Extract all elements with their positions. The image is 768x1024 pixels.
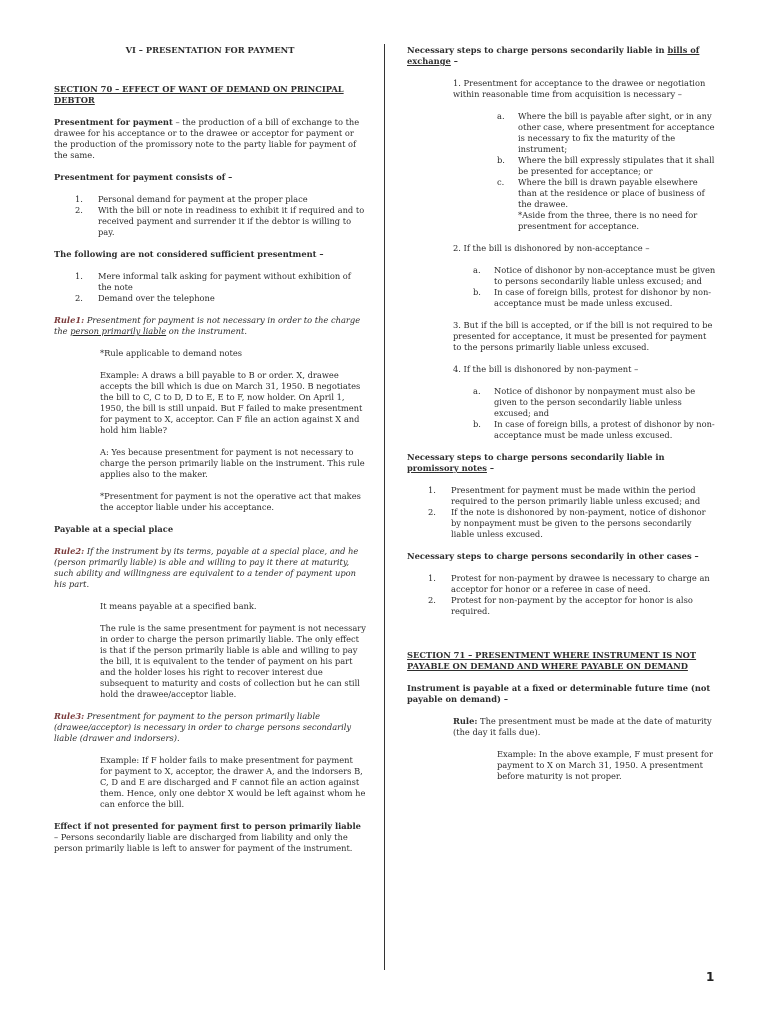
list-item: 2. If the note is dishonored by non-payment, notice of dishonor by nonpayment must be given to the persons secondarily liable unless excused. bbox=[428, 507, 706, 539]
example-3: Example: If F holder fails to make presentment for payment for payment to X, acceptor, the drawer A, and the indorsers B, C, D and E are discharged and F cannot file an action against them. Hence, only one debtor X would be left against whom he can enforce the bill. bbox=[100, 755, 366, 809]
step-4-list bbox=[407, 386, 717, 441]
page-number: 1 bbox=[706, 970, 715, 984]
step-3: 3. But if the bill is accepted, or if the bill is not required to be presented for acceptance, it must be presented for payment to the persons primarily liable unless excused. bbox=[453, 320, 713, 352]
step-4: 4. If the bill is dishonored by non-payment – bbox=[453, 364, 639, 374]
notes-list bbox=[407, 485, 717, 540]
example-final: Example: In the above example, F must present for payment to X on March 31, 1950. A presentment before maturity is not proper. bbox=[497, 749, 713, 781]
definition-term: Presentment for payment bbox=[54, 117, 173, 127]
note-1: *Presentment for payment is not the operative act that makes the acceptor liable under his acceptance. bbox=[100, 491, 361, 512]
column-divider bbox=[384, 44, 385, 970]
rule-paragraph: Rule: The presentment must be made at the date of maturity (the day it falls due). bbox=[453, 716, 712, 737]
step-2: 2. If the bill is dishonored by non-acceptance – bbox=[453, 243, 650, 253]
insufficient-heading: The following are not considered sufficient presentment – bbox=[54, 249, 324, 259]
effect-heading: Effect if not presented for payment first to person primarily liable bbox=[54, 821, 361, 831]
list-item: c. Where the bill is drawn payable elsewhere than at the residence or place of business of the drawee. bbox=[497, 177, 705, 209]
rule-3: Rule3: Presentment for payment to the person primarily liable (drawee/acceptor) is necessary in order to charge persons secondarily liable (drawer and indorsers). bbox=[54, 711, 352, 743]
list-item: b. In case of foreign bills, protest for dishonor by non-acceptance must be made unless excused. bbox=[473, 287, 712, 308]
list-item: a. Notice of dishonor by non-acceptance must be given to persons secondarily liable unless excused; and bbox=[473, 265, 716, 286]
list-item: 1. Protest for non-payment by drawee is necessary to charge an acceptor for honor or a referee in case of need. bbox=[428, 573, 710, 594]
rule-1-label: Rule1: bbox=[54, 315, 85, 325]
list-item: 1. Personal demand for payment at the proper place bbox=[75, 194, 308, 204]
list-item: 2. Demand over the telephone bbox=[75, 293, 215, 303]
rule-label: Rule: bbox=[453, 716, 478, 726]
notes-heading: Necessary steps to charge persons secondarily liable in promissory notes – bbox=[407, 452, 665, 473]
presentment-definition bbox=[54, 117, 366, 161]
step-1: 1. Presentment for acceptance to the drawee or negotiation within reasonable time from acquisition is necessary – bbox=[453, 78, 706, 99]
other-cases-heading: Necessary steps to charge persons secondarily in other cases – bbox=[407, 551, 699, 561]
example-1: Example: A draws a bill payable to B or order. X, drawee accepts the bill which is due on March 31, 1950. B negotiates the bill to C, C to D, D to E, E to F, now holder. On April 1, 1950, the bill is still unpaid. But F failed to make presentment for payment to X, acceptor. Can F file an action against X and hold him liable? bbox=[100, 370, 363, 435]
insufficient-list bbox=[54, 271, 366, 304]
rule-1: Rule1: Presentment for payment is not necessary in order to the charge the person primarily liable on the instrument. bbox=[54, 315, 361, 336]
effect-paragraph: Effect if not presented for payment first to person primarily liable – Persons secondarily liable are discharged from liability and only the person primarily liable is left to answer for payment of the instrument. bbox=[54, 821, 361, 853]
rule-1-note: *Rule applicable to demand notes bbox=[100, 348, 243, 358]
other-cases-list bbox=[407, 573, 717, 617]
consists-heading: Presentment for payment consists of – bbox=[54, 172, 233, 182]
rule-2: Rule2: If the instrument by its terms, payable at a special place, and he (person primarily liable) is able and willing to pay it there at maturity, such ability and willingness are equivalent to a tender of payment upon his part. bbox=[54, 546, 359, 589]
list-item: 1. Presentment for payment must be made within the period required to the person primarily liable unless excused; and bbox=[428, 485, 701, 506]
list-item: 2. With the bill or note in readiness to exhibit it if required and to received payment and surrender it if the debtor is willing to pay. bbox=[75, 205, 365, 237]
step-1-list bbox=[407, 111, 717, 210]
right-column bbox=[407, 38, 717, 782]
step-1-note: *Aside from the three, there is no need for presentment for acceptance. bbox=[518, 210, 698, 231]
list-item: 1. Mere informal talk asking for payment without exhibition of the note bbox=[75, 271, 351, 292]
fixed-time-heading: Instrument is payable at a fixed or determinable future time (not payable on demand) – bbox=[407, 683, 711, 704]
list-item: b. Where the bill expressly stipulates that it shall be presented for acceptance; or bbox=[497, 155, 715, 176]
rule-2-explanation: The rule is the same presentment for payment is not necessary in order to charge the person primarily liable. The only effect is that if the person primarily liable is able and willing to pay the bill, it is equivalent to the tender of payment on his part and the holder loses his right to recover interest due subsequent to maturity and costs of collection but he can still hold the drawee/acceptor liable. bbox=[100, 623, 366, 699]
chapter-title: VI – PRESENTATION FOR PAYMENT bbox=[125, 45, 295, 55]
special-place-heading: Payable at a special place bbox=[54, 524, 174, 534]
list-item: a. Where the bill is payable after sight, or in any other case, where presentment for acceptance is necessary to fix the maturity of the instrument; bbox=[497, 111, 715, 154]
definition-text: – the production of a bill of exchange to the drawee for his acceptance or to the drawee or acceptor for payment or the production of the promissory note to the party liable for payment of the same. bbox=[54, 117, 360, 160]
list-item: a. Notice of dishonor by nonpayment must also be given to the person secondarily liable unless excused; and bbox=[473, 386, 696, 418]
rule-3-label: Rule3: bbox=[54, 711, 85, 721]
rule-2-label: Rule2: bbox=[54, 546, 85, 556]
consists-list bbox=[54, 194, 366, 238]
rule-2-note: It means payable at a specified bank. bbox=[100, 601, 257, 611]
bills-heading: Necessary steps to charge persons secondarily liable in bills of exchange – bbox=[407, 45, 700, 66]
list-item: 2. Protest for non-payment by the acceptor for honor is also required. bbox=[428, 595, 693, 616]
left-column bbox=[54, 38, 366, 854]
answer-1: A: Yes because presentment for payment is not necessary to charge the person primarily liable on the instrument. This rule applies also to the maker. bbox=[100, 447, 365, 479]
section-71-heading: SECTION 71 – PRESENTMENT WHERE INSTRUMENT IS NOT PAYABLE ON DEMAND AND WHERE PAYABLE ON DEMAND bbox=[407, 650, 697, 671]
list-item: b. In case of foreign bills, a protest of dishonor by non-acceptance must be made unless excused. bbox=[473, 419, 715, 440]
section-70-heading: SECTION 70 – EFFECT OF WANT OF DEMAND ON PRINCIPAL DEBTOR bbox=[54, 84, 344, 105]
step-2-list bbox=[407, 265, 717, 309]
